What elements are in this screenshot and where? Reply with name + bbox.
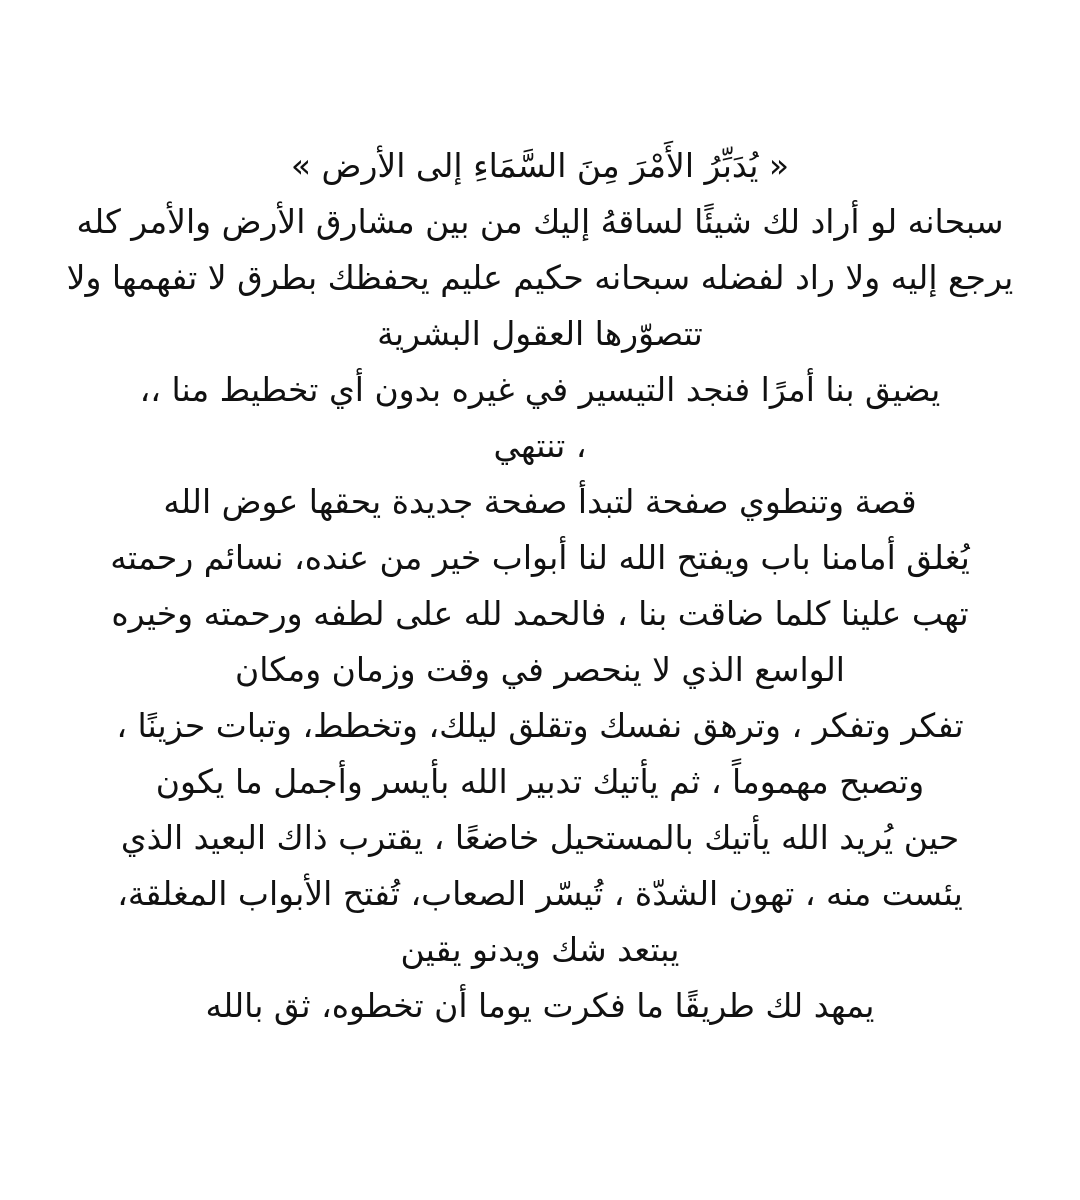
text-line: سبحانه لو أراد لك شيئًا لساقهُ إليك من بين مشارق الأرض والأمر كله xyxy=(76,202,1004,241)
text-line: حين يُريد الله يأتيك بالمستحيل خاضعًا ، يقترب ذاك البعيد الذي xyxy=(120,818,960,857)
text-line: قصة وتنطوي صفحة لتبدأ صفحة جديدة يحقها عوض الله xyxy=(163,482,917,521)
text-line: تفكر وتفكر ، وترهق نفسك وتقلق ليلك، وتخطط، وتبات حزينًا ، xyxy=(116,706,964,745)
text-line: يضيق بنا أمرًا فنجد التيسير في غيره بدون أي تخطيط منا ،، xyxy=(139,370,941,409)
text-line: يرجع إليه ولا راد لفضله سبحانه حكيم عليم يحفظك بطرق لا تفهمها ولا xyxy=(66,258,1014,297)
text-line: يُغلق أمامنا باب ويفتح الله لنا أبواب خير من عنده، نسائم رحمته xyxy=(110,538,970,577)
quote-title: « يُدَبِّرُ الأَمْرَ مِنَ السَّمَاءِ إلى الأرض » xyxy=(290,146,790,185)
text-line: يئست منه ، تهون الشدّة ، تُيسّر الصعاب، تُفتح الأبواب المغلقة، xyxy=(117,874,963,913)
text-line: تهب علينا كلما ضاقت بنا ، فالحمد لله على لطفه ورحمته وخيره xyxy=(111,594,969,633)
text-line: ، تنتهي xyxy=(493,426,587,465)
text-line: يبتعد شك ويدنو يقين xyxy=(400,930,680,969)
text-line: تتصوّرها العقول البشرية xyxy=(377,314,703,353)
text-line: الواسع الذي لا ينحصر في وقت وزمان ومكان xyxy=(235,650,845,689)
quote-text-block xyxy=(30,138,1050,1034)
text-line: وتصبح مهموماً ، ثم يأتيك تدبير الله بأيسر وأجمل ما يكون xyxy=(155,762,925,801)
text-line: يمهد لك طريقًا ما فكرت يوما أن تخطوه، ثق بالله xyxy=(205,986,875,1025)
